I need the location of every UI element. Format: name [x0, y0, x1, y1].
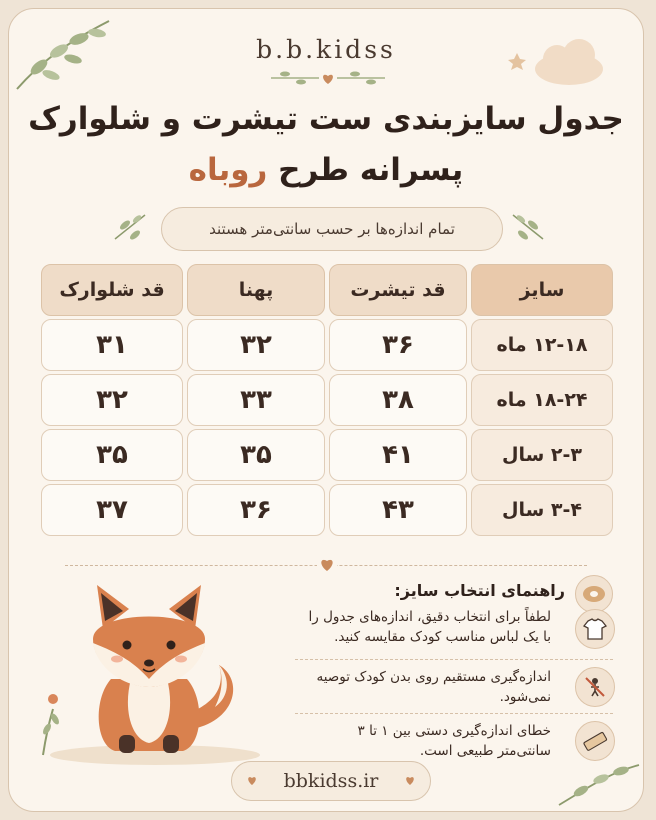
title-line-1: جدول سایزبندی ست تیشرت و شلوارک [28, 101, 624, 137]
website-pill [231, 761, 431, 801]
size-chart-card [8, 8, 644, 812]
row-3-shorts: ۳۵ [41, 429, 183, 481]
row-2-shorts: ۳۲ [41, 374, 183, 426]
guide-title: راهنمای انتخاب سایز: [394, 581, 565, 600]
sprig-right-icon [507, 209, 547, 245]
guide-item-3-text: خطای اندازه‌گیری دستی بین ۱ تا ۳ سانتی‌متر طبیعی است. [357, 723, 551, 759]
row-1-shirt: ۳۶ [329, 319, 467, 371]
header-size: سایز [471, 264, 613, 316]
brand-name: b.b.kidss [256, 35, 396, 64]
guide-separator-2 [295, 713, 613, 714]
measuring-tape-icon [575, 575, 613, 613]
row-4-size: ۳-۴ سال [471, 484, 613, 536]
row-2-size: ۱۸-۲۴ ماه [471, 374, 613, 426]
heart-right-icon [403, 773, 417, 787]
row-3-width: ۳۵ [187, 429, 325, 481]
heart-ornament-icon [263, 67, 393, 89]
title-accent: روباه [188, 152, 268, 188]
row-4-width: ۳۶ [187, 484, 325, 536]
row-1-shorts: ۳۱ [41, 319, 183, 371]
row-4-shirt: ۴۳ [329, 484, 467, 536]
no-measure-icon [575, 667, 615, 707]
row-1-size: ۱۲-۱۸ ماه [471, 319, 613, 371]
row-3-shirt: ۴۱ [329, 429, 467, 481]
header-width: پهنا [187, 264, 325, 316]
header-shorts-length: قد شلوارک [41, 264, 183, 316]
row-1-width: ۳۲ [187, 319, 325, 371]
row-4-shorts: ۳۷ [41, 484, 183, 536]
fox-illustration-icon [23, 569, 263, 769]
heart-left-icon [245, 773, 259, 787]
heart-icon [317, 555, 337, 573]
branch-bottom-icon [549, 747, 644, 812]
title-prefix: پسرانه طرح [278, 152, 464, 188]
guide-item-1-text: لطفاً برای انتخاب دقیق، اندازه‌های جدول را با یک لباس مناسب کودک مقایسه کنید. [308, 609, 551, 645]
website-text: bbkidss.ir [283, 770, 379, 792]
row-2-width: ۳۳ [187, 374, 325, 426]
title-line-2 [9, 152, 643, 188]
row-2-shirt: ۳۸ [329, 374, 467, 426]
row-3-size: ۲-۳ سال [471, 429, 613, 481]
tshirt-icon [575, 609, 615, 649]
header-shirt-length: قد تیشرت [329, 264, 467, 316]
guide-item-2-text: اندازه‌گیری مستقیم روی بدن کودک توصیه نمی‌شود. [316, 669, 551, 705]
sprig-left-icon [111, 209, 151, 245]
units-note: تمام اندازه‌ها بر حسب سانتی‌متر هستند [161, 207, 503, 251]
guide-separator-1 [295, 659, 613, 660]
